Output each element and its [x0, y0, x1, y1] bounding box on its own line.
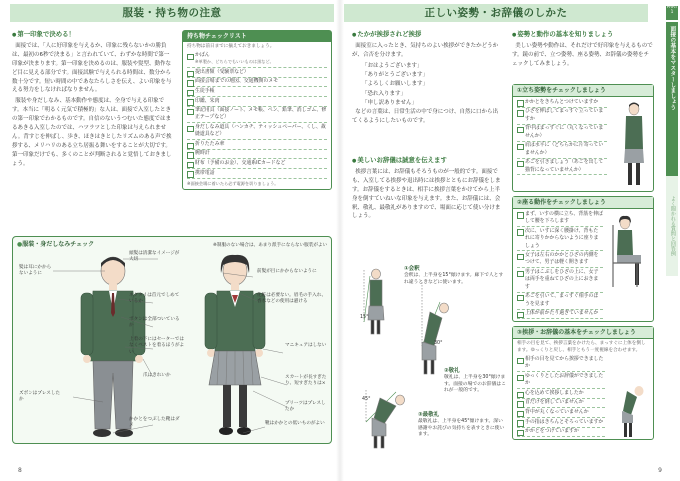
- standing-check-item-label: ひざを伸ばしてまっすぐ立っていますか: [525, 108, 604, 122]
- bowing-check-item: [517, 418, 605, 428]
- left-page-title: 服装・持ち物の注意: [122, 6, 222, 19]
- checklist-item: [187, 97, 327, 107]
- standing-check-item: [517, 125, 607, 142]
- bowing-check-item-label: 心を込めて挨拶しましたか: [525, 389, 584, 396]
- sitting-check-item: [517, 251, 603, 268]
- belongings-checklist: [182, 30, 332, 190]
- bowing-items: [513, 355, 609, 440]
- first-impression-section: [12, 30, 174, 171]
- standing-check-item-label: かかとをきちんとつけていますか: [525, 98, 599, 105]
- right-page: [340, 0, 680, 481]
- bowing-check-item: [517, 399, 605, 409]
- first-impression-heading: ● 第一印象で決める！: [12, 30, 174, 40]
- left-page-number: 8: [18, 466, 22, 474]
- checklist-footnote: ※面接会場に着いたら必ず電源を切りましょう。: [187, 180, 279, 186]
- posture-para: 美しい姿勢や動作は、それだけで好印象を与えるものです。鏡の前で、立つ姿勢、座る姿勢、お辞儀の姿勢をチェックしてみましょう。: [512, 42, 653, 67]
- checklist-item-note: ※革製か、どちらでもいいものは黒など。: [195, 59, 274, 65]
- bowing-check-item-label: 背中が丸くなっていませんか: [525, 409, 589, 416]
- checklist-item: [187, 78, 327, 88]
- sitting-check-item-label: まず、いすの横に立ち、背筋を伸ばして腰を下ろします: [525, 210, 603, 225]
- right-banner: [344, 4, 648, 22]
- bow-type-keirei-desc: 敬礼は、上半身を30°傾けます。面接の場でのお辞儀はこれが一般的です。: [444, 375, 506, 394]
- first-impression-para-1: 面接では、「人に好印象を与えるか、印象に残らないかの勝負は、最初の6秒で決まる」と言われていて、わずかな時間で第一印象が決まります。第一印象を決めるのは、服装や髪型、動作など目に見える部分です。面接試験で与えられる時間は、数分から数十分です。短い時間の中であなたらしさを伝え、よい印象を与える努力をしなければなりません。: [12, 42, 172, 94]
- greeting-line-2: 「ありがとうございます」: [362, 72, 429, 79]
- sitting-check-item: [517, 210, 603, 227]
- greeting-line-4: 「恐れ入ります」: [362, 90, 407, 97]
- bow-type-saikeirei-desc: 最敬礼は、上半身を45°傾けます。深い感謝やお詫びの気持ちを表すときに使います。: [418, 419, 505, 438]
- standing-check-item-label: 肩は水平に（どちらかに片寄っていませんか）: [525, 142, 604, 156]
- checklist-item: [187, 159, 327, 169]
- grooming-illustration: ●服装・身だしなみチェック 髪は耳にかからないように 頭髪は清潔なイメージが大切 ネクタイは首元でしめているか ボタンは全部ついているか 上着の下にはセーターではなくベストを着るほうがよい 爪はきれいか ズボンはプレスしたか かかとをつぶした靴はダメ ※制服のない場合は、あまり派手にならない服装がよい 前髪が目にかからないように 化粧は必要ない。眉毛の手入れ、香水などの使用は避ける マニキュアはしない スカートが長すぎたり、短すぎたりは× プリーツはプレスしたか 靴はかかとの低いものがよい: [12, 236, 332, 444]
- bowing-check-item: [517, 428, 605, 438]
- bowing-check-item: [517, 372, 605, 389]
- standing-figure-icon: [619, 101, 649, 189]
- greeting-heading: ● たかが挨拶されど挨拶: [352, 30, 502, 40]
- boy-callout-shoes: かかとをつぶした靴はダメ: [129, 417, 180, 429]
- sitting-check-item-label: 女子は左右のかかとひざの内側をつけて、男子は軽く開きます: [525, 252, 599, 266]
- checklist-intro: 持ち物は前日までに揃えておきましょう。: [187, 44, 275, 50]
- bow-type-eshaku-name: ①会釈: [404, 266, 420, 272]
- bow-heading: ● 美しいお辞儀は誠意を伝えます: [352, 156, 502, 166]
- chapter-tab: 面接の基本をマスターしましょう: [666, 22, 678, 192]
- sitting-check-item-label: 次に、いすに深く腰掛け、背もたれに寄りかからないように座りましょう: [525, 227, 599, 249]
- boy-callout-hair-clean: 頭髪は清潔なイメージが大切: [129, 251, 180, 263]
- sitting-check-item-label: 上体が前かたり過ぎていませんか: [525, 310, 599, 317]
- angle-15-label: 15°: [360, 315, 369, 320]
- right-page-title: 正しい姿勢・お辞儀のしかた: [424, 6, 568, 19]
- girl-callout-manicure: マニキュアはしない: [285, 343, 327, 348]
- checklist-item: [187, 169, 327, 179]
- sitting-check-item: [517, 227, 603, 251]
- checklist-item: [187, 51, 327, 68]
- sitting-check-item-label: あごを引いて、まっすぐ相手のほうを見ます: [525, 293, 599, 307]
- standing-items: [513, 97, 611, 177]
- standing-check-item: [517, 98, 607, 108]
- bowing-check-item: [517, 389, 605, 399]
- standing-title: ①立ち姿勢をチェックしましょう: [513, 85, 653, 97]
- boy-callout-necktie: ネクタイは首元でしめているか: [129, 293, 180, 305]
- girl-callout-no-uniform: ※制服のない場合は、あまり派手にならない服装がよい: [213, 243, 328, 248]
- greeting-line-3: 「よろしくお願いします」: [362, 81, 429, 88]
- girl-callout-shoes: 靴はかかとの低いものがよい: [265, 421, 325, 426]
- standing-check-item-label: 背中はまっすぐに（丸くなっていませんか）: [525, 125, 604, 139]
- angle-45-label: 45°: [362, 397, 371, 402]
- checklist-item-label: 提出書類（受験票など）: [195, 68, 249, 75]
- grooming-title: 服装・身だしなみチェック: [22, 241, 95, 248]
- boy-callout-trousers: ズボンはプレスしたか: [19, 391, 61, 403]
- standing-check-item-label: あごを引きましょう（あごを出して猫背になっていませんか）: [525, 159, 604, 173]
- boy-callout-buttons: ボタンは全部ついているか: [129, 317, 180, 329]
- checklist-item-label: 筆記用具（面接ノート、メモ帳、ペン、鉛筆、消しゴム、修正テープなど）: [195, 107, 327, 121]
- bow-para: 挨拶言葉には、お辞儀もそろうものが一般的です。面接でも、入室してる挨拶や退出時には挨拶とともにお辞儀をします。お辞儀をするときは、相手に挨拶言葉をかけてから上半身を倒すていねいな印象を与えます。また、お辞儀には、会釈、敬礼、最敬礼がありますので、場面に応じて使い分けましょう。: [352, 168, 501, 220]
- bowing-check-item: [517, 356, 605, 373]
- posture-heading: ● 姿勢と動作の基本を知りましょう: [512, 30, 654, 40]
- bowing-title: ③挨拶・お辞儀の基本をチェックしましょう: [513, 327, 653, 339]
- greeting-para-1: 面接室に入ったとき、気持ちのよい挨拶ができたかどうかが、合否を分けます。: [352, 42, 499, 58]
- sitting-items: [513, 209, 607, 321]
- bowing-intro: 相手の目を見て、挨拶言葉をかけたら、まっすぐに上体を倒します。ゆっくりと戻し、相手ともう一度視線を合わせます。: [517, 341, 646, 354]
- standing-check-item: [517, 159, 607, 176]
- bow-type-eshaku-desc: 会釈は、上半身を15°傾けます。廊下で人とすれ違うときなどに使います。: [404, 273, 504, 285]
- bow-type-eshaku: [404, 266, 504, 286]
- boy-callout-hair-ears: 髪は耳にかからないように: [19, 265, 52, 277]
- greeting-line-1: 「おはようございます」: [362, 62, 423, 69]
- checklist-items: [183, 50, 331, 180]
- sitting-check-item: [517, 293, 603, 310]
- girl-callout-bangs: 前髪が目にかからないように: [257, 269, 317, 274]
- boy-callout-vest: 上着の下にはセーターではなくベストを着るほうがよい: [129, 337, 185, 355]
- bow-type-saikeirei-name: ③最敬礼: [418, 412, 440, 418]
- girl-callout-skirt: スカートが長すぎたり、短すぎたりは×: [285, 375, 327, 387]
- part-label: PART 1: [666, 6, 678, 20]
- bowing-check-item-label: 首だけを倒していませんか: [525, 399, 584, 406]
- checklist-item: [187, 123, 327, 140]
- checklist-item: [187, 140, 327, 150]
- sitting-check-item-label: 男子はこぶしをひざの上に、女子は両手を重ねてひざの上におきます: [525, 268, 599, 290]
- girl-callout-pleats: プリーツはプレスしたか: [285, 401, 326, 413]
- right-page-number: 9: [658, 466, 662, 474]
- checklist-item: [187, 150, 327, 160]
- greeting-section: [352, 30, 502, 128]
- bowing-check-item-label: かかとをつけていますか: [525, 428, 579, 435]
- angle-30-label: 30°: [434, 341, 443, 346]
- standing-check-item: [517, 142, 607, 159]
- bowing-figure-icon: [619, 379, 647, 439]
- checklist-item-label: 腕時計: [195, 150, 210, 157]
- checklist-item-label: 面接会場までの地図、交通機関のメモ: [195, 78, 279, 85]
- girl-callout-makeup: 化粧は必要ない。眉毛の手入れ、香水などの使用は避ける: [257, 293, 327, 305]
- checklist-item-label: 生徒手帳: [195, 88, 215, 94]
- checklist-title: 持ち物チェックリスト: [183, 31, 331, 42]
- greeting-para-2: などの言葉は、日常生活の中で身につけ、自然に口から出てくるようにしたいものです。: [352, 109, 498, 125]
- standing-checklist: [512, 84, 654, 192]
- sitting-figure-icon: [607, 215, 651, 291]
- first-impression-para-2: 服装や身だしなみ、基本動作や態度は、全身で与える印象です。本当に「明るく元気で積極的」な人は、面接で入室したときの第一印象でわかるものです。自信のないうつむいた態度ではまるあきる入室したのでは、ハツラツとした印象は与えられません。背すじを伸ばし、歩き、ほきはきとしたリズムのある声で挨拶する、メリハリのある立ち居振る舞いをすることが大切です。第一印象だけでも、多くのことが判断されると覚悟しておきましょう。: [12, 98, 172, 167]
- bowing-checklist: [512, 326, 654, 440]
- bowing-check-item-label: 手の指はきちんとそろっていますか: [525, 418, 604, 425]
- greeting-line-5: 「申し訳ありません」: [362, 100, 418, 107]
- checklist-item-label: 携帯電話: [195, 169, 215, 176]
- checklist-item-label: 印鑑、朱肉: [195, 97, 220, 104]
- sitting-checklist: [512, 196, 654, 322]
- chapter-subtab: よく聞かれる質問と回答例: [666, 176, 678, 276]
- checklist-item-label: 折りたたみ傘: [195, 140, 225, 147]
- checklist-item-label: かばん: [195, 52, 210, 58]
- standing-check-item: [517, 108, 607, 125]
- bow-type-keirei: [444, 368, 506, 395]
- bowing-check-item-label: 相手の目を見てから挨拶できましたか: [525, 356, 604, 370]
- sitting-check-item: [517, 268, 603, 292]
- checklist-item-label: 財布（予備のお金）、交通系ICカードなど: [195, 160, 286, 166]
- sitting-title: ②座る動作をチェックしましょう: [513, 197, 653, 209]
- left-banner: [10, 4, 334, 22]
- checklist-item: [187, 107, 327, 124]
- bow-type-keirei-name: ②敬礼: [444, 368, 460, 374]
- checklist-item: [187, 68, 327, 78]
- sitting-check-item: [517, 310, 603, 320]
- posture-section: [512, 30, 654, 71]
- boy-callout-nails: 爪はきれいか: [143, 373, 171, 378]
- checklist-item: [187, 87, 327, 97]
- bow-type-saikeirei: [418, 412, 506, 439]
- bowing-check-item-label: ゆっくりとしたお辞儀ができましたか: [525, 373, 604, 387]
- bowing-check-item: [517, 408, 605, 418]
- bow-section: [352, 156, 502, 223]
- checklist-item-label: 身だしなみ道具（ハンカチ、ティッシュペーパー、くし、裁縫道具など）: [195, 124, 326, 138]
